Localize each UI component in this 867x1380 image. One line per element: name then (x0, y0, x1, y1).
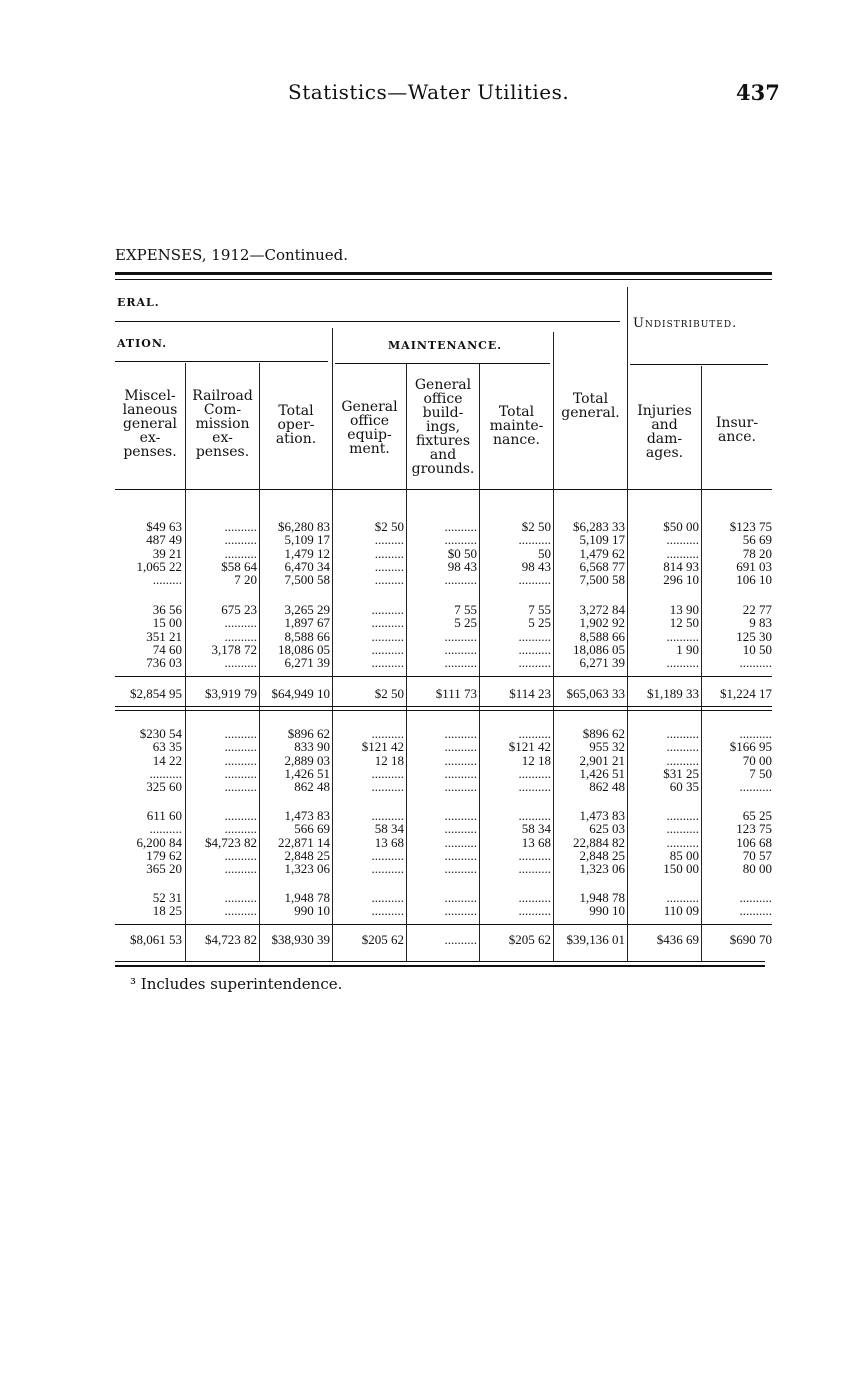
running-head: Statistics—Water Utilities. (288, 80, 570, 104)
vline-7 (627, 287, 628, 961)
vline-4 (406, 364, 407, 961)
b2c-c6: 1,948 78 990 10 (579, 890, 625, 919)
col-header-total-operation: Total oper- ation. (275, 403, 317, 447)
total2-c1: $4,723 82 (205, 932, 257, 947)
b1b-c3: .......... .......... .......... .......... .......... (371, 602, 404, 671)
total2-c6: $39,136 01 (566, 932, 625, 947)
total2-c5: $205 62 (508, 932, 551, 947)
total1-c5: $114 23 (509, 686, 551, 701)
bottom-rule-thick (115, 965, 765, 967)
total1-c3: $2 50 (374, 686, 404, 701)
b1b-c4: 7 55 5 25 .......... .......... .......... (444, 602, 477, 671)
total1-bottom-rule-a (115, 706, 772, 707)
b1b-c5: 7 55 5 25 .......... .......... .......... (518, 602, 551, 671)
col-header-insurance: Insur- ance. (715, 415, 759, 445)
b2c-c2: 1,948 78 990 10 (284, 890, 330, 919)
vline-5 (479, 364, 480, 961)
col-header-total-general: Total general. (561, 391, 620, 421)
top-rule-thick (115, 272, 772, 275)
b2a-c1: .......... .......... .......... .......... .......... (224, 726, 257, 795)
undistributed-underline (630, 364, 768, 365)
b1a-c8: $123 75 56 69 78 20 691 03 106 10 (729, 519, 772, 588)
total1-bottom-rule-b (115, 710, 772, 711)
b2a-c8: .......... $166 95 70 00 7 50 .......... (729, 726, 772, 795)
maintenance-underline (335, 363, 550, 364)
vline-2 (259, 363, 260, 961)
total2-c0: $8,061 53 (130, 932, 182, 947)
b2b-c1: .......... .......... $4,723 82 .......... .......... (205, 808, 257, 877)
b1a-c3: $2 50 ......... ......... ......... ......... (374, 519, 404, 588)
col-header-misc: Miscel- laneous general ex- penses. (122, 388, 178, 460)
b2c-c4: .......... .......... (444, 890, 477, 919)
total2-c7: $436 69 (656, 932, 699, 947)
group-general: ERAL. (117, 296, 160, 309)
group-undistributed: Undistributed. (633, 316, 738, 331)
b2a-c0: $230 54 63 35 14 22 .......... 325 60 (139, 726, 182, 795)
group-operation: ATION. (117, 337, 168, 350)
b2b-c3: .......... 58 34 13 68 .......... .......... (371, 808, 404, 877)
total1-c6: $65,063 33 (566, 686, 625, 701)
col-header-total-maintenance: Total mainte- nance. (489, 404, 544, 448)
b2b-c0: 611 60 .......... 6,200 84 179 62 365 20 (136, 808, 182, 877)
total1-c2: $64,949 10 (271, 686, 330, 701)
b2c-c0: 52 31 18 25 (152, 890, 182, 919)
b1b-c1: 675 23 .......... .......... 3,178 72 .......... (211, 602, 257, 671)
b2a-c4: .......... .......... .......... .......... .......... (444, 726, 477, 795)
col-header-office-equipment: General office equip- ment. (341, 399, 398, 457)
total1-c4: $111 73 (435, 686, 477, 701)
top-rule-thin (115, 279, 772, 280)
header-bottom-rule (115, 489, 772, 490)
b1a-c5: $2 50 .......... 50 98 43 .......... (518, 519, 551, 588)
b1b-c0: 36 56 15 00 351 21 74 60 736 03 (146, 602, 182, 671)
total1-c1: $3,919 79 (205, 686, 257, 701)
b2b-c8: 65 25 123 75 106 68 70 57 80 00 (736, 808, 772, 877)
b1a-c2: $6,280 83 5,109 17 1,479 12 6,470 34 7,500 58 (278, 519, 330, 588)
b2a-c5: .......... $121 42 12 18 .......... .......... (508, 726, 551, 795)
b2b-c5: .......... 58 34 13 68 .......... .......... (518, 808, 551, 877)
vline-8 (701, 366, 702, 961)
total1-top-rule (115, 676, 772, 677)
b2b-c7: .......... .......... .......... 85 00 150 00 (663, 808, 699, 877)
b2b-c6: 1,473 83 625 03 22,884 82 2,848 25 1,323 06 (573, 808, 625, 877)
total2-c8: $690 70 (729, 932, 772, 947)
general-underline (115, 321, 620, 322)
total2-c3: $205 62 (361, 932, 404, 947)
b2a-c3: .......... $121 42 12 18 .......... .......... (361, 726, 404, 795)
b1a-c4: .......... .......... $0 50 98 43 .......... (444, 519, 477, 588)
b2b-c4: .......... .......... .......... .......... .......... (444, 808, 477, 877)
b1a-c0: $49 63 487 49 39 21 1,065 22 ......... (136, 519, 182, 588)
b1a-c1: .......... .......... .......... $58 64 7 20 (221, 519, 257, 588)
group-maintenance: MAINTENANCE. (388, 339, 503, 352)
b2a-c6: $896 62 955 32 2,901 21 1,426 51 862 48 (579, 726, 625, 795)
vline-3 (332, 328, 333, 961)
total1-c7: $1,189 33 (647, 686, 699, 701)
col-header-railroad: Railroad Com- mission ex- penses. (192, 388, 253, 460)
b2b-c2: 1,473 83 566 69 22,871 14 2,848 25 1,323 06 (278, 808, 330, 877)
b2c-c7: .......... 110 09 (663, 890, 699, 919)
vline-1 (185, 363, 186, 961)
vline-6 (553, 332, 554, 961)
footnote: ³ Includes superintendence. (130, 975, 343, 993)
b1a-c7: $50 00 .......... .......... 814 93 296 10 (663, 519, 699, 588)
b1a-c6: $6,283 33 5,109 17 1,479 62 6,568 77 7,500 58 (573, 519, 625, 588)
b1b-c7: 13 90 12 50 .......... 1 90 .......... (666, 602, 699, 671)
table-caption: EXPENSES, 1912—Continued. (115, 246, 349, 264)
col-header-office-buildings: General office build- ings, fixtures and grounds. (411, 377, 475, 477)
b2c-c3: .......... .......... (371, 890, 404, 919)
b2c-c1: .......... .......... (224, 890, 257, 919)
b2a-c7: .......... .......... .......... $31 25 60 35 (663, 726, 699, 795)
b1b-c2: 3,265 29 1,897 67 8,588 66 18,086 05 6,271 39 (278, 602, 330, 671)
page-number: 437 (736, 80, 780, 105)
b2c-c8: .......... .......... (739, 890, 772, 919)
total2-c4: .......... (444, 932, 477, 947)
b2a-c2: $896 62 833 90 2,889 03 1,426 51 862 48 (284, 726, 330, 795)
col-header-injuries: Injuries and dam- ages. (637, 403, 692, 461)
bottom-rule-thin (115, 961, 765, 962)
total2-c2: $38,930 39 (271, 932, 330, 947)
total1-c0: $2,854 95 (130, 686, 182, 701)
b1b-c6: 3,272 84 1,902 92 8,588 66 18,086 05 6,271 39 (573, 602, 625, 671)
total2-top-rule (115, 924, 772, 925)
b2c-c5: .......... .......... (518, 890, 551, 919)
total1-c8: $1,224 17 (720, 686, 772, 701)
operation-underline (115, 361, 328, 362)
b1b-c8: 22 77 9 83 125 30 10 50 .......... (736, 602, 772, 671)
